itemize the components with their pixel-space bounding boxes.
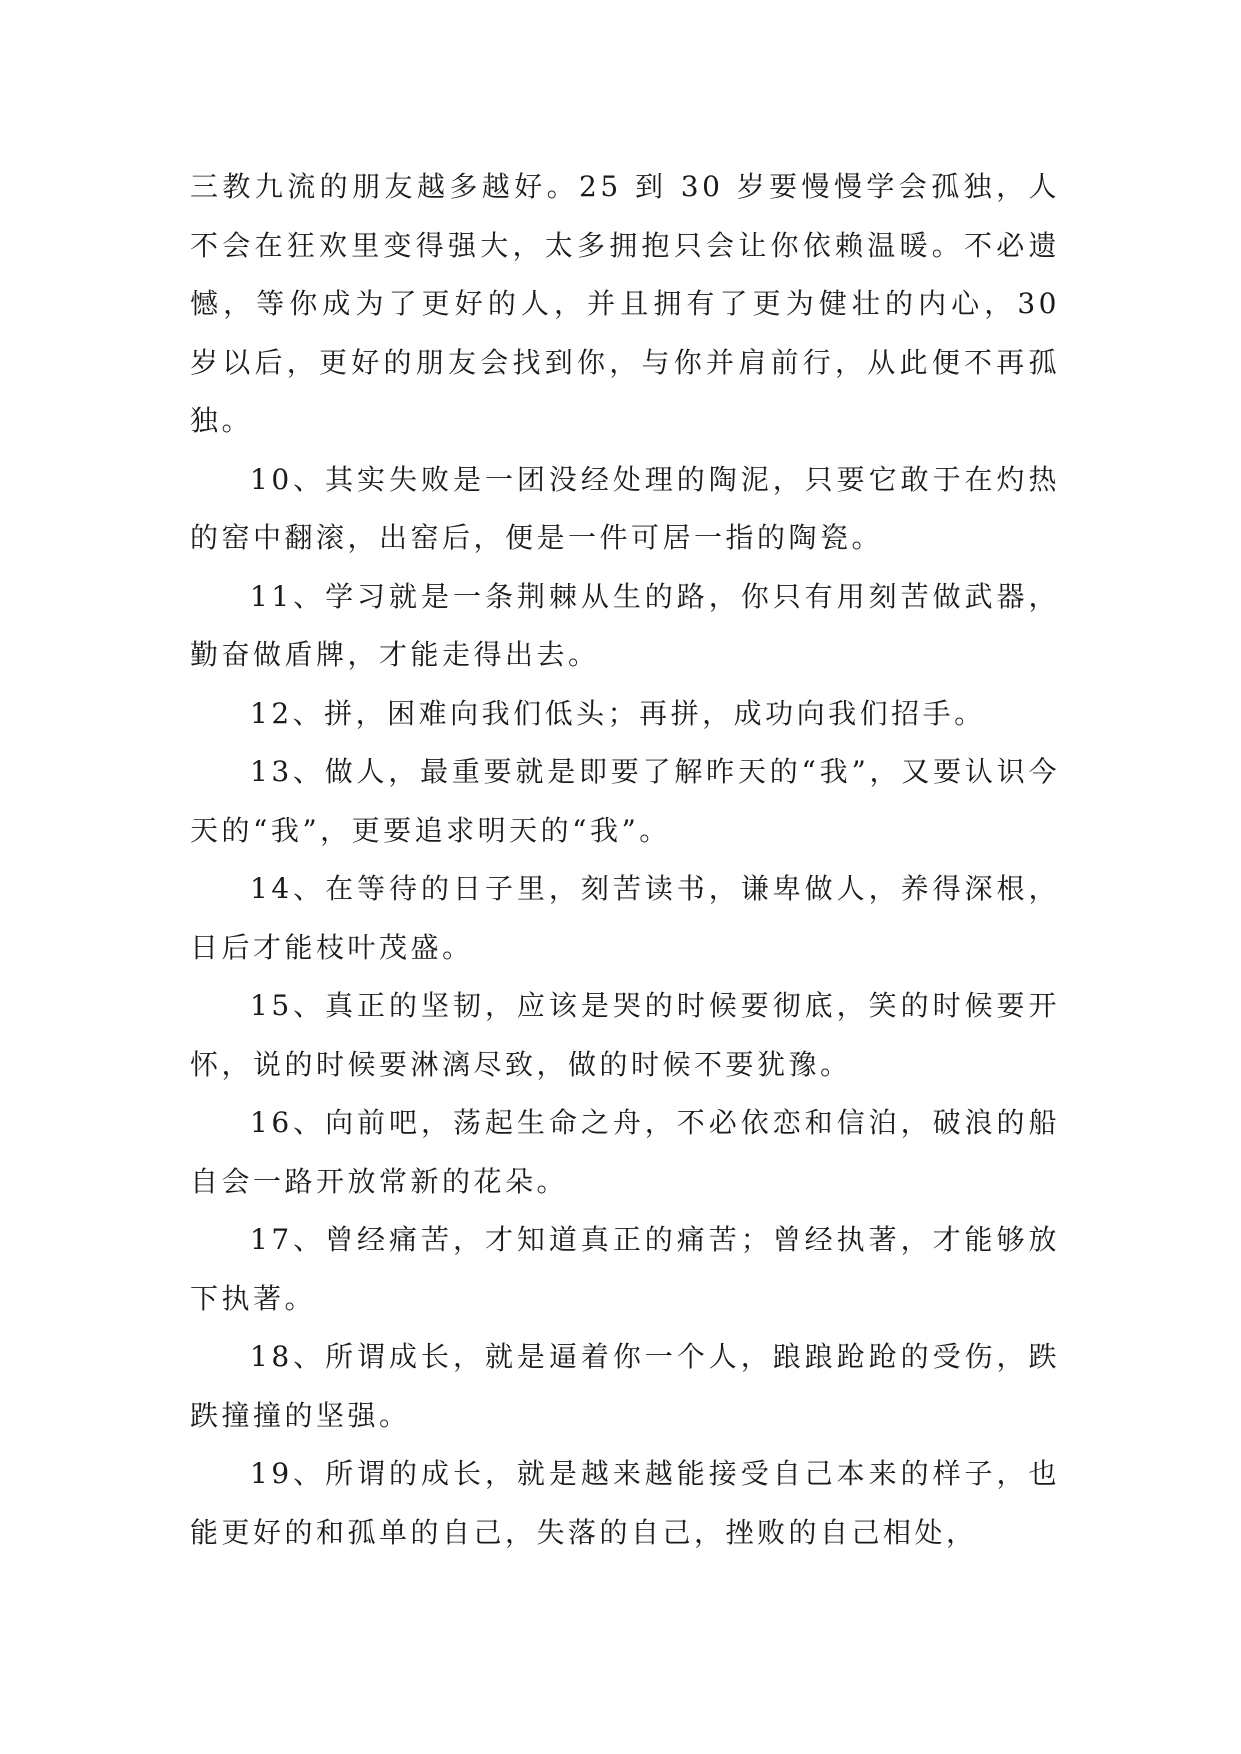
paragraph-item-16: 16、向前吧，荡起生命之舟，不必依恋和信泊，破浪的船自会一路开放常新的花朵。 [190,1106,1060,1198]
paragraph-item-15: 15、真正的坚韧，应该是哭的时候要彻底，笑的时候要开怀，说的时候要淋漓尽致，做的时候不要犹豫。 [190,989,1060,1081]
paragraph-item-19: 19、所谓的成长，就是越来越能接受自己本来的样子，也能更好的和孤单的自己，失落的自己，挫败的自己相处， [190,1457,1060,1549]
paragraph-item-13: 13、做人，最重要就是即要了解昨天的“我”，又要认识今天的“我”，更要追求明天的“我”。 [190,755,1060,847]
paragraph-item-17: 17、曾经痛苦，才知道真正的痛苦；曾经执著，才能够放下执著。 [190,1223,1060,1315]
paragraph-item-12: 12、拼，困难向我们低头；再拼，成功向我们招手。 [250,696,986,730]
paragraph-item-14: 14、在等待的日子里，刻苦读书，谦卑做人，养得深根，日后才能枝叶茂盛。 [190,872,1060,964]
paragraph-continuation: 三教九流的朋友越多越好。25 到 30 岁要慢慢学会孤独，人不会在狂欢里变得强大，太多拥抱只会让你依赖温暖。不必遗憾，等你成为了更好的人，并且拥有了更为健壮的内心，30 岁以后，更好的朋友会找到你，与你并肩前行，从此便不再孤独。 [190,170,1060,437]
document-body [190,158,1060,1562]
paragraph-item-11: 11、学习就是一条荆棘从生的路，你只有用刻苦做武器，勤奋做盾牌，才能走得出去。 [190,579,1060,671]
paragraph-item-18: 18、所谓成长，就是逼着你一个人，踉踉跄跄的受伤，跌跌撞撞的坚强。 [190,1340,1060,1432]
paragraph-item-10: 10、其实失败是一团没经处理的陶泥，只要它敢于在灼热的窑中翻滚，出窑后，便是一件可居一指的陶瓷。 [190,462,1060,554]
